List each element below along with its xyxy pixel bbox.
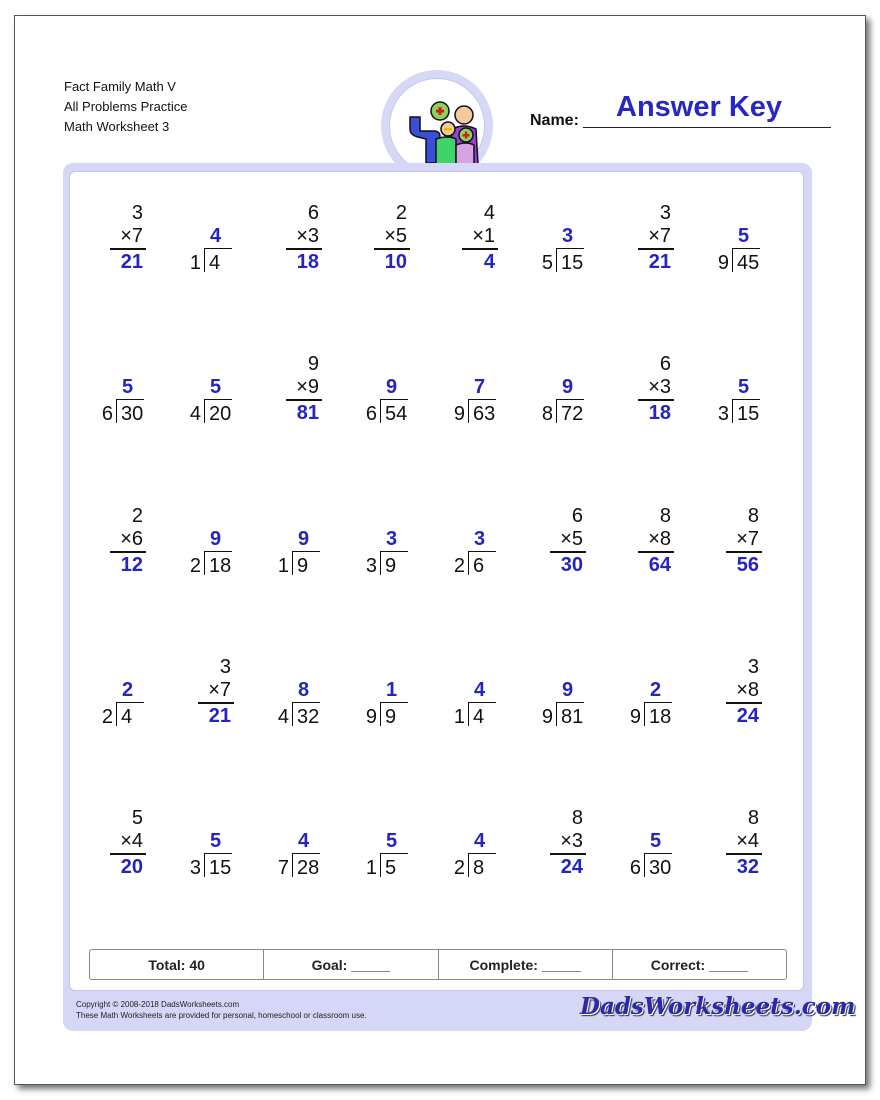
product-answer: 18 (648, 402, 671, 424)
quotient-answer: 9 (298, 528, 310, 550)
division-bracket-bar (380, 551, 408, 552)
quotient-answer: 9 (386, 376, 398, 398)
answer-rule (110, 248, 146, 250)
product-answer: 18 (296, 251, 319, 273)
division-problem (178, 202, 258, 282)
factor-bottom: ×3 (648, 376, 671, 398)
factor-bottom: ×5 (384, 225, 407, 247)
division-problem (706, 202, 786, 282)
product-answer: 32 (736, 856, 759, 878)
product-answer: 24 (736, 705, 759, 727)
division-problem (618, 656, 698, 736)
dividend: 6 (473, 555, 485, 577)
factor-bottom: ×7 (648, 225, 671, 247)
division-problem (442, 505, 522, 585)
dividend: 9 (385, 706, 397, 728)
quotient-answer: 4 (474, 830, 486, 852)
answer-rule (726, 702, 762, 704)
multiplication-problem (618, 353, 698, 433)
division-bracket-side (204, 853, 205, 877)
answer-rule (198, 702, 234, 704)
division-bracket-side (468, 399, 469, 423)
dividend: 15 (209, 857, 232, 879)
worksheet-title-block (64, 77, 188, 137)
product-answer: 21 (208, 705, 231, 727)
division-problem (354, 505, 434, 585)
division-problem (530, 353, 610, 433)
division-bracket-side (556, 248, 557, 272)
answer-rule (110, 853, 146, 855)
factor-bottom: ×7 (208, 679, 231, 701)
divisor: 2 (101, 706, 113, 728)
quotient-answer: 5 (650, 830, 662, 852)
dividend: 81 (561, 706, 584, 728)
division-problem (442, 353, 522, 433)
division-bracket-bar (732, 248, 760, 249)
multiplication-problem (178, 656, 258, 736)
quotient-answer: 5 (738, 376, 750, 398)
quotient-answer: 3 (562, 225, 574, 247)
dividend: 30 (121, 403, 144, 425)
division-bracket-bar (380, 399, 408, 400)
multiplication-problem (706, 505, 786, 585)
division-bracket-side (732, 248, 733, 272)
multiplication-problem (618, 505, 698, 585)
product-answer: 12 (120, 554, 143, 576)
family-math-icon (389, 78, 485, 174)
dividend: 45 (737, 252, 760, 274)
quotient-answer: 5 (210, 830, 222, 852)
multiplication-problem (706, 656, 786, 736)
factor-bottom: ×7 (120, 225, 143, 247)
division-problem (266, 505, 346, 585)
product-answer: 24 (560, 856, 583, 878)
dividend: 72 (561, 403, 584, 425)
answer-rule (550, 853, 586, 855)
copyright-text: Copyright © 2008-2018 DadsWorksheets.com (76, 1000, 240, 1009)
factor-top: 6 (307, 202, 319, 224)
division-bracket-side (292, 702, 293, 726)
product-answer: 4 (483, 251, 495, 273)
multiplication-problem (90, 807, 170, 887)
division-bracket-bar (116, 399, 144, 400)
factor-bottom: ×6 (120, 528, 143, 550)
dividend: 9 (385, 555, 397, 577)
dividend: 5 (385, 857, 397, 879)
factor-top: 8 (747, 807, 759, 829)
factor-top: 5 (131, 807, 143, 829)
copyright-block (76, 999, 367, 1021)
division-bracket-bar (556, 248, 584, 249)
division-bracket-bar (556, 399, 584, 400)
multiplication-problem (618, 202, 698, 282)
answer-rule (110, 551, 146, 553)
factor-bottom: ×9 (296, 376, 319, 398)
division-bracket-side (556, 702, 557, 726)
quotient-answer: 2 (650, 679, 662, 701)
factor-top: 2 (131, 505, 143, 527)
divisor: 1 (277, 555, 289, 577)
division-problem (354, 656, 434, 736)
division-bracket-side (116, 399, 117, 423)
dividend: 28 (297, 857, 320, 879)
division-bracket-bar (292, 702, 320, 703)
quotient-answer: 9 (562, 679, 574, 701)
division-problem (178, 353, 258, 433)
answer-rule (550, 551, 586, 553)
factor-bottom: ×7 (736, 528, 759, 550)
usage-notice: These Math Worksheets are provided for personal, homeschool or classroom use. (76, 1011, 367, 1020)
dadsworksheets-logo: DadsWorksheets.com (580, 993, 856, 1020)
factor-bottom: ×8 (736, 679, 759, 701)
divisor: 9 (541, 706, 553, 728)
division-bracket-bar (468, 399, 496, 400)
divisor: 3 (189, 857, 201, 879)
divisor: 9 (453, 403, 465, 425)
division-bracket-side (116, 702, 117, 726)
quotient-answer: 5 (210, 376, 222, 398)
division-bracket-bar (292, 551, 320, 552)
division-bracket-bar (556, 702, 584, 703)
divisor: 3 (717, 403, 729, 425)
quotient-answer: 4 (298, 830, 310, 852)
factor-bottom: ×4 (736, 830, 759, 852)
divisor: 9 (629, 706, 641, 728)
complete-cell[interactable]: Complete: _____ (439, 950, 613, 979)
division-bracket-bar (292, 853, 320, 854)
goal-cell[interactable]: Goal: _____ (264, 950, 438, 979)
division-bracket-side (644, 853, 645, 877)
divisor: 7 (277, 857, 289, 879)
product-answer: 10 (384, 251, 407, 273)
product-answer: 64 (648, 554, 671, 576)
correct-cell[interactable]: Correct: _____ (650, 956, 749, 973)
divisor: 6 (101, 403, 113, 425)
product-answer: 21 (120, 251, 143, 273)
quotient-answer: 1 (386, 679, 398, 701)
quotient-answer: 4 (474, 679, 486, 701)
divisor: 1 (365, 857, 377, 879)
divisor: 3 (365, 555, 377, 577)
dividend: 9 (297, 555, 309, 577)
multiplication-problem (530, 505, 610, 585)
division-bracket-bar (644, 853, 672, 854)
problems-frame (63, 163, 812, 1031)
factor-top: 9 (307, 353, 319, 375)
factor-top: 8 (747, 505, 759, 527)
dividend: 4 (209, 252, 221, 274)
product-answer: 21 (648, 251, 671, 273)
dividend: 32 (297, 706, 320, 728)
division-bracket-bar (468, 551, 496, 552)
division-bracket-bar (204, 551, 232, 552)
division-bracket-side (380, 551, 381, 575)
division-bracket-side (468, 551, 469, 575)
division-problem (178, 807, 258, 887)
division-bracket-side (556, 399, 557, 423)
factor-top: 6 (571, 505, 583, 527)
division-problem (266, 656, 346, 736)
division-problem (706, 353, 786, 433)
quotient-answer: 3 (474, 528, 486, 550)
divisor: 4 (277, 706, 289, 728)
division-bracket-side (292, 853, 293, 877)
dividend: 30 (649, 857, 672, 879)
multiplication-problem (266, 202, 346, 282)
dividend: 4 (121, 706, 133, 728)
division-bracket-side (644, 702, 645, 726)
dividend: 54 (385, 403, 408, 425)
answer-key-text: Answer Key (616, 91, 783, 123)
name-underline (583, 127, 831, 128)
quotient-answer: 8 (298, 679, 310, 701)
dividend: 18 (209, 555, 232, 577)
quotient-answer: 2 (122, 679, 134, 701)
divisor: 4 (189, 403, 201, 425)
factor-bottom: ×5 (560, 528, 583, 550)
product-answer: 30 (560, 554, 583, 576)
answer-rule (638, 248, 674, 250)
divisor: 2 (453, 857, 465, 879)
division-bracket-side (204, 399, 205, 423)
division-problem (354, 353, 434, 433)
division-bracket-bar (204, 248, 232, 249)
division-bracket-side (292, 551, 293, 575)
factor-top: 3 (659, 202, 671, 224)
division-bracket-bar (380, 853, 408, 854)
division-problem (442, 656, 522, 736)
quotient-answer: 9 (210, 528, 222, 550)
division-bracket-side (732, 399, 733, 423)
answer-rule (726, 853, 762, 855)
divisor: 8 (541, 403, 553, 425)
division-bracket-side (380, 399, 381, 423)
divisor: 1 (453, 706, 465, 728)
division-problem (530, 656, 610, 736)
title-line-1: Fact Family Math V (64, 79, 176, 94)
multiplication-problem (706, 807, 786, 887)
division-bracket-bar (468, 853, 496, 854)
division-bracket-side (204, 248, 205, 272)
division-bracket-bar (468, 702, 496, 703)
division-problem (178, 505, 258, 585)
score-bar (89, 949, 787, 980)
quotient-answer: 7 (474, 376, 486, 398)
factor-top: 6 (659, 353, 671, 375)
division-bracket-bar (204, 399, 232, 400)
problems-panel (69, 171, 804, 991)
factor-top: 8 (659, 505, 671, 527)
factor-top: 4 (483, 202, 495, 224)
dividend: 20 (209, 403, 232, 425)
divisor: 9 (365, 706, 377, 728)
answer-rule (726, 551, 762, 553)
dividend: 63 (473, 403, 496, 425)
multiplication-problem (90, 202, 170, 282)
divisor: 9 (717, 252, 729, 274)
divisor: 2 (453, 555, 465, 577)
multiplication-problem (530, 807, 610, 887)
divisor: 1 (189, 252, 201, 274)
product-answer: 20 (120, 856, 143, 878)
division-bracket-bar (116, 702, 144, 703)
multiplication-problem (354, 202, 434, 282)
factor-top: 8 (571, 807, 583, 829)
division-problem (90, 656, 170, 736)
factor-bottom: ×1 (472, 225, 495, 247)
name-label: Name: (530, 112, 579, 129)
division-problem (90, 353, 170, 433)
dividend: 4 (473, 706, 485, 728)
division-bracket-side (204, 551, 205, 575)
divisor: 6 (365, 403, 377, 425)
factor-top: 2 (395, 202, 407, 224)
title-line-3: Math Worksheet 3 (64, 119, 170, 134)
dividend: 18 (649, 706, 672, 728)
multiplication-problem (266, 353, 346, 433)
answer-rule (638, 399, 674, 401)
division-bracket-bar (380, 702, 408, 703)
quotient-answer: 9 (562, 376, 574, 398)
division-bracket-side (380, 853, 381, 877)
multiplication-problem (442, 202, 522, 282)
factor-bottom: ×3 (560, 830, 583, 852)
factor-top: 3 (747, 656, 759, 678)
quotient-answer: 5 (738, 225, 750, 247)
division-bracket-side (468, 702, 469, 726)
quotient-answer: 3 (386, 528, 398, 550)
division-problem (530, 202, 610, 282)
division-problem (266, 807, 346, 887)
factor-top: 3 (219, 656, 231, 678)
answer-rule (374, 248, 410, 250)
factor-top: 3 (131, 202, 143, 224)
quotient-answer: 5 (386, 830, 398, 852)
division-bracket-side (380, 702, 381, 726)
total-cell: Total: 40 (90, 950, 264, 979)
factor-bottom: ×3 (296, 225, 319, 247)
division-bracket-side (468, 853, 469, 877)
division-bracket-bar (644, 702, 672, 703)
quotient-answer: 5 (122, 376, 134, 398)
division-bracket-bar (204, 853, 232, 854)
product-answer: 56 (736, 554, 759, 576)
quotient-answer: 4 (210, 225, 222, 247)
division-problem (354, 807, 434, 887)
multiplication-problem (90, 505, 170, 585)
title-line-2: All Problems Practice (64, 99, 188, 114)
divisor: 2 (189, 555, 201, 577)
divisor: 6 (629, 857, 641, 879)
answer-rule (286, 399, 322, 401)
dividend: 8 (473, 857, 485, 879)
dividend: 15 (561, 252, 584, 274)
factor-bottom: ×4 (120, 830, 143, 852)
answer-rule (638, 551, 674, 553)
factor-bottom: ×8 (648, 528, 671, 550)
division-problem (442, 807, 522, 887)
answer-rule (462, 248, 498, 250)
dividend: 15 (737, 403, 760, 425)
divisor: 5 (541, 252, 553, 274)
answer-rule (286, 248, 322, 250)
product-answer: 81 (296, 402, 319, 424)
division-bracket-bar (732, 399, 760, 400)
division-problem (618, 807, 698, 887)
